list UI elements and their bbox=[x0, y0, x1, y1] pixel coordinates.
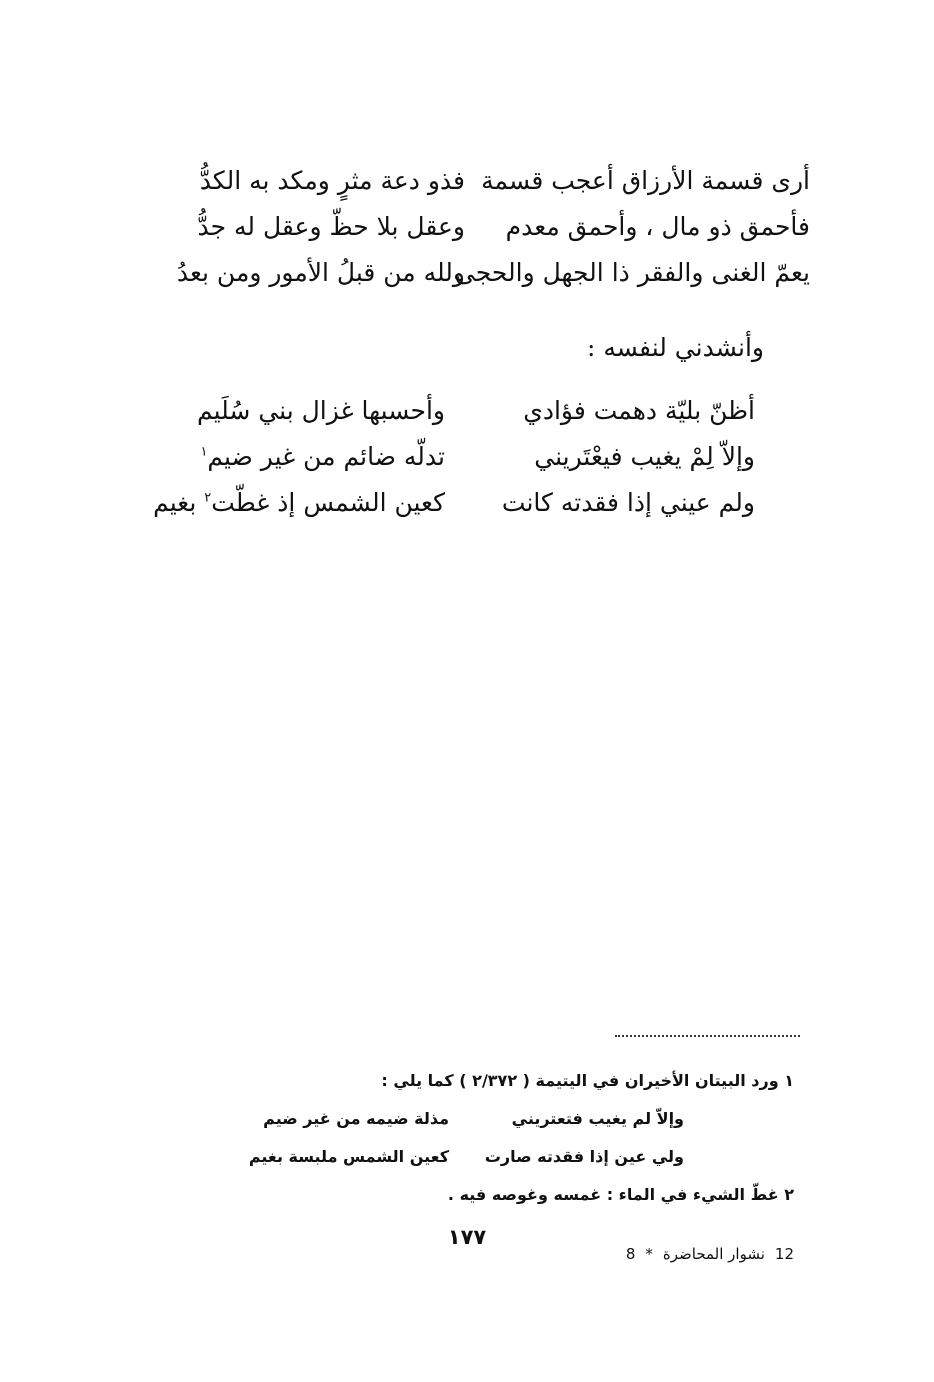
signature-star: * bbox=[645, 1245, 653, 1263]
hemistich-second bbox=[200, 434, 445, 480]
hemistich-second: وأحسبها غزال بني سُلَيم bbox=[196, 396, 445, 425]
footnote-1: ١ ورد البيتان الأخيران في اليتيمة ( ٢/٣٧٢ ) كما يلي : bbox=[381, 1071, 794, 1090]
footnote-verse bbox=[194, 1100, 794, 1138]
verse bbox=[120, 204, 810, 250]
hemistich-first: أظنّ بليّة دهمت فؤادي bbox=[523, 396, 755, 425]
footnote-2: ٢ غطّ الشيء في الماء : غمسه وغوصه فيه . bbox=[447, 1185, 794, 1204]
hemistich-text: كعين الشمس إذ غطّت bbox=[211, 488, 445, 517]
verse bbox=[180, 388, 755, 434]
signature-number-2: 8 bbox=[625, 1245, 636, 1263]
verse bbox=[180, 434, 755, 480]
hemistich-second: وعقل بلا حظّ وعقل له جدُّ bbox=[197, 212, 465, 241]
hemistich-first: ولم عيني إذا فقدته كانت bbox=[501, 488, 755, 517]
printer-signature bbox=[616, 1242, 794, 1266]
footnote-ref-2[interactable]: ٢ bbox=[204, 490, 212, 506]
footnote-verse bbox=[194, 1138, 794, 1176]
footnote-hemistich-first: وإلاّ لم يغيب فتعتريني bbox=[511, 1109, 684, 1128]
signature-number: 12 bbox=[774, 1245, 794, 1263]
footnote-hemistich-first: ولي عين إذا فقدته صارت bbox=[484, 1147, 684, 1166]
hemistich-text-end: بغيم bbox=[153, 488, 205, 517]
intro-line: وأنشدني لنفسه : bbox=[586, 333, 764, 362]
footnote-hemistich-second: مذلة ضيمه من غير ضيم bbox=[263, 1109, 449, 1128]
hemistich-first: وإلاّ لِمْ يغيب فيعْتَريني bbox=[534, 442, 755, 471]
poem-1 bbox=[120, 158, 810, 296]
footnotes bbox=[194, 1062, 794, 1214]
verse bbox=[120, 250, 810, 296]
verse bbox=[153, 480, 755, 526]
signature-title: نشوار المحاضرة bbox=[662, 1245, 765, 1263]
hemistich-second: ولله من قبلُ الأمور ومن بعدُ bbox=[176, 258, 465, 287]
footnote-hemistich-second: كعين الشمس ملبسة بغيم bbox=[248, 1147, 449, 1166]
hemistich-first: يعمّ الغنى والفقر ذا الجهل والحجى bbox=[454, 258, 810, 287]
footnote-separator bbox=[615, 1035, 800, 1037]
hemistich-first: أرى قسمة الأرزاق أعجب قسمة bbox=[481, 166, 810, 195]
page-number: ١٧٧ bbox=[447, 1225, 487, 1249]
hemistich-text: تدلّه ضائم من غير ضيم bbox=[207, 442, 445, 471]
verse bbox=[120, 158, 810, 204]
hemistich-second: فذو دعة مثرٍ ومكد به الكدُّ bbox=[199, 166, 465, 195]
footnote-ref-1[interactable]: ١ bbox=[200, 444, 208, 460]
poem-2 bbox=[153, 388, 755, 526]
hemistich-second bbox=[153, 480, 445, 526]
hemistich-first: فأحمق ذو مال ، وأحمق معدم bbox=[505, 212, 810, 241]
